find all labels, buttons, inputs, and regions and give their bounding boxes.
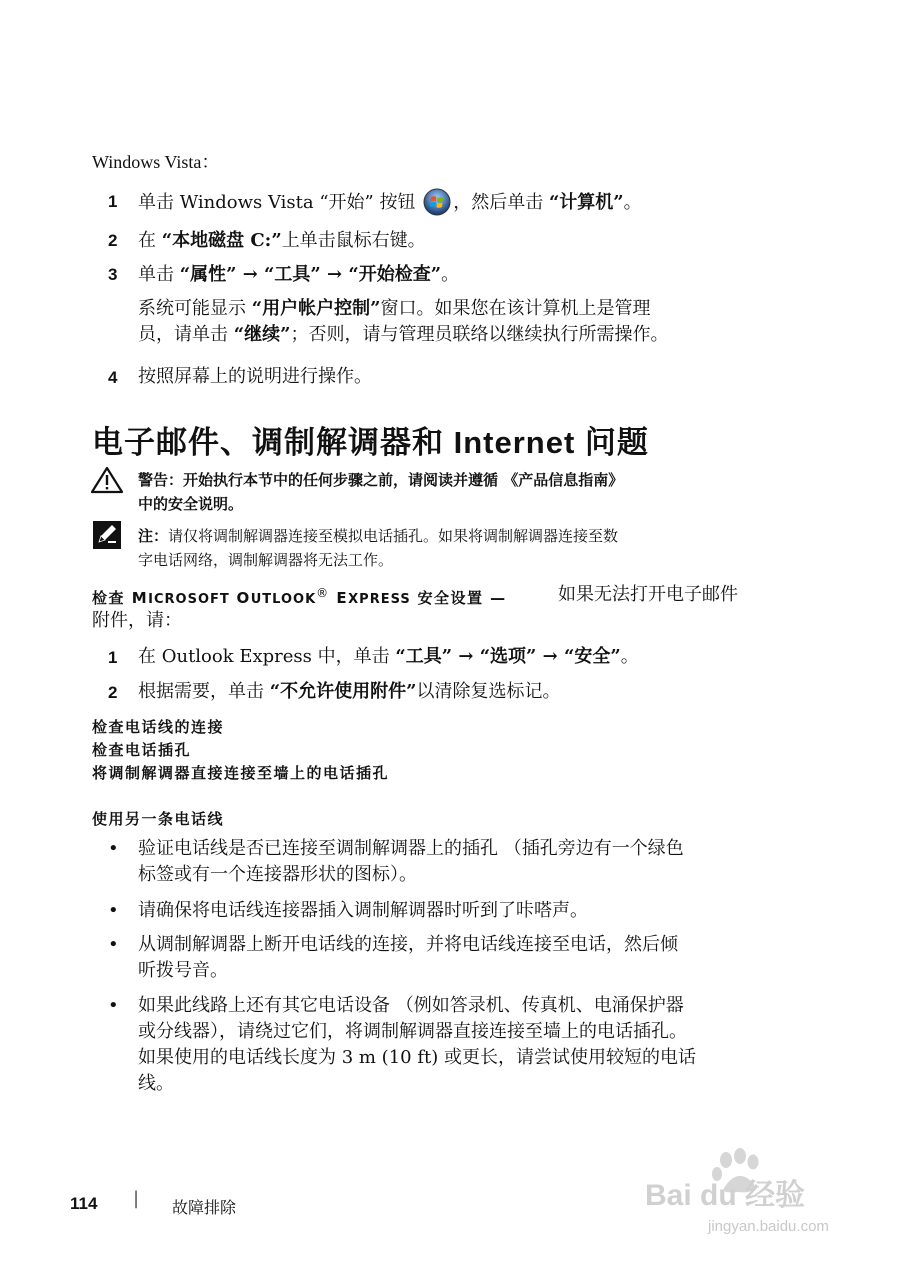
note-text: 员，请单击 [138,324,228,345]
step-text: 按照屏幕上的说明进行操作。 [138,366,372,387]
step-number: 2 [108,231,118,250]
step-text-part: 单击 [138,264,174,285]
step-number: 2 [108,683,118,702]
step-text-part: 。 [623,192,642,213]
heading-part: O [229,589,251,607]
outlook-intro-cont: 附件，请： [92,610,182,631]
page-number: 114 [70,1194,98,1213]
bullet-item [138,993,696,1097]
bullet-dot: • [108,995,119,1016]
step-text-part: 。 [620,646,639,667]
warning-text [138,468,623,516]
other-line-heading: 使用另一条电话线 [92,810,225,828]
step-number: 1 [108,648,118,667]
warning-icon [90,466,124,498]
check-heading: 将调制解调器直接连接至墙上的电话插孔 [92,764,390,782]
warning-label: 警告： [138,471,184,489]
note-text: 窗口。如果您在该计算机上是管理 [380,298,651,319]
warning-line: 开始执行本节中的任何步骤之前，请阅读并遵循 《产品信息指南》 [183,471,624,489]
bullet-item [138,932,678,984]
heading-part: UTLOOK [250,592,317,607]
bullet-line: 验证电话线是否已连接至调制解调器上的插孔 （插孔旁边有一个绿色 [138,838,684,859]
step-text [138,642,639,672]
step-number: 4 [108,368,118,387]
windows-start-icon [423,188,451,216]
note-label: 注： [138,527,169,545]
watermark-url: jingyan.baidu.com [708,1218,829,1235]
step-text-part: 在 Outlook Express 中，单击 [138,646,390,667]
step-text-part: ，然后单击 [453,192,544,213]
step-text [138,226,426,256]
local-disk-label: “本地磁盘 C:” [161,230,282,251]
step-text [138,260,459,290]
heading-part: 检查 M [92,589,149,607]
step-number: 3 [108,265,118,284]
step-text [138,677,560,707]
bullet-line: 或分线器），请绕过它们，将调制解调器直接连接至墙上的电话插孔。 [138,1021,687,1042]
bullet-line: 请确保将电话线连接器插入调制解调器时听到了咔嗒声。 [138,900,588,921]
registered-mark: ® [316,586,330,600]
menu-path: “属性” → “工具” → “开始检查” [179,264,442,285]
bullet-dot: • [108,838,119,859]
step-text-part: 以清除复选标记。 [416,681,561,702]
bullet-line: 从调制解调器上断开电话线的连接，并将电话线连接至电话，然后倾 [138,934,678,955]
note-line [138,320,668,350]
note-line: 请仅将调制解调器连接至模拟电话插孔。如果将调制解调器连接至数 [168,527,619,545]
pencil-note-icon [92,520,122,554]
watermark-brand: Bai du 经验 [645,1179,806,1212]
os-label: Windows Vista： [92,152,220,172]
note-text: ；否则，请与管理员联络以继续执行所需操作。 [290,324,669,345]
step-text-part: 。 [441,264,460,285]
bullet-line: 线。 [138,1073,174,1094]
footer-separator: | [133,1188,140,1209]
heading-part: 安全设置 — [410,589,507,607]
bullet-line: 如果使用的电话线长度为 3 m (10 ft) 或更长，请尝试使用较短的电话 [138,1047,696,1068]
heading-part: E [329,589,349,607]
heading-part: ICROSOFT [148,592,230,607]
uac-label: “用户帐户控制” [251,298,381,319]
attachments-label: “不允许使用附件” [269,681,417,702]
step-number: 1 [108,192,118,211]
step-text-part: 根据需要，单击 [138,681,264,702]
bullet-item [138,836,684,888]
note-line: 字电话网络，调制解调器将无法工作。 [138,551,394,569]
bullet-line: 如果此线路上还有其它电话设备 （例如答录机、传真机、电涌保护器 [138,995,684,1016]
step-text-part: 单击 Windows Vista “开始” 按钮 [138,192,416,213]
heading-part: XPRESS [348,592,411,607]
outlook-intro: 如果无法打开电子邮件 [558,584,738,605]
step-text [138,188,642,218]
bullet-dot: • [108,934,119,955]
bullet-line: 标签或有一个连接器形状的图标）。 [138,864,417,885]
bullet-item [138,898,588,924]
warning-line: 中的安全说明。 [138,495,244,513]
continue-label: “继续” [233,324,291,345]
bullet-line: 听拨号音。 [138,960,228,981]
check-heading: 检查电话线的连接 [92,718,225,736]
footer-section: 故障排除 [172,1198,237,1217]
check-heading: 检查电话插孔 [92,741,192,759]
computer-label: “计算机” [548,192,624,213]
outlook-heading [92,586,507,608]
step-text-part: 在 [138,230,156,251]
step-text-part: 上单击鼠标右键。 [281,230,426,251]
note-text: 系统可能显示 [138,298,246,319]
bullet-dot: • [108,900,119,921]
note-text [138,524,618,572]
menu-path: “工具” → “选项” → “安全” [395,646,621,667]
section-title: 电子邮件、调制解调器和 Internet 问题 [92,425,649,460]
